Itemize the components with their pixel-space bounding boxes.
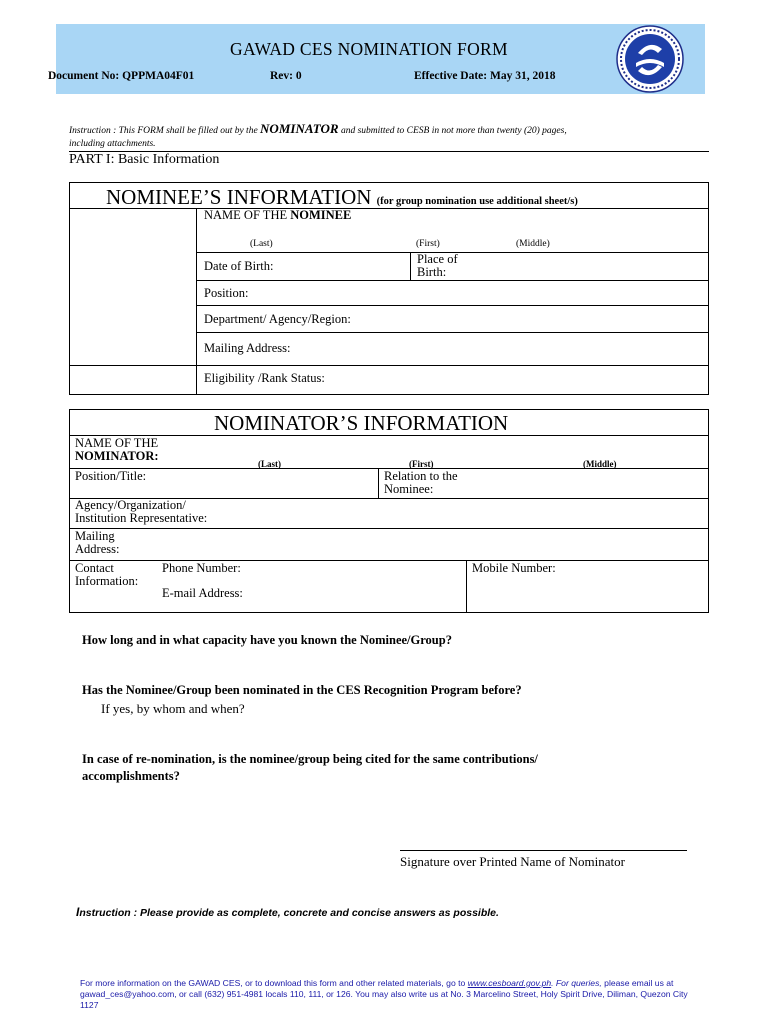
- question-1: How long and in what capacity have you known the Nominee/Group?: [82, 633, 452, 647]
- answer-3[interactable]: [82, 788, 702, 838]
- department-field[interactable]: Department/ Agency/Region:: [204, 312, 351, 326]
- agency-field[interactable]: Agency/Organization/ Institution Representative:: [75, 498, 208, 525]
- phone-field[interactable]: Phone Number:: [162, 561, 241, 575]
- answer-1[interactable]: [82, 650, 702, 676]
- first-name-caption: (First): [416, 239, 440, 249]
- nominator-position-field[interactable]: Position/Title:: [75, 469, 147, 483]
- revision: Rev: 0: [270, 70, 302, 82]
- nominator-first-caption: (First): [409, 459, 434, 469]
- question-3: In case of re-nomination, is the nominee/group being cited for the same contributions/ accomplishments?: [82, 752, 538, 783]
- nominator-middle-caption: (Middle): [583, 459, 617, 469]
- instruction-top: Instruction : This FORM shall be filled out by the NOMINATOR and submitted to CESB in not more than twenty (20) pages, including attachments.: [69, 121, 567, 149]
- form-title: GAWAD CES NOMINATION FORM: [230, 39, 508, 59]
- question-2: Has the Nominee/Group been nominated in the CES Recognition Program before?: [82, 683, 522, 697]
- mobile-field[interactable]: Mobile Number:: [472, 561, 556, 575]
- cesb-seal-icon: [616, 25, 684, 93]
- instruction-bottom: Instruction : Please provide as complete, concrete and concise answers as possible.: [76, 905, 499, 919]
- nominator-last-caption: (Last): [258, 459, 281, 469]
- nominee-name-label: NAME OF THE NOMINEE: [204, 208, 352, 222]
- signature-caption: Signature over Printed Name of Nominator: [400, 854, 625, 869]
- document-number: Document No: QPPMA04F01: [48, 70, 195, 82]
- footer-info: For more information on the GAWAD CES, or to download this form and other related materials, go to www.cesboard.gov.ph. For queries, please email us at gawad_ces@yahoo.com, or call (632) 951-4981 locals 110, 111, or 126. You may also write us at No. 3 Marcelino Street, Holy Spirit Drive, Diliman, Quezon City 1127: [80, 978, 688, 1010]
- last-name-caption: (Last): [250, 239, 273, 249]
- nominator-heading: NOMINATOR’S INFORMATION: [214, 411, 509, 435]
- website-link[interactable]: www.cesboard.gov.ph: [467, 978, 552, 988]
- nominee-mailing-field[interactable]: Mailing Address:: [204, 341, 291, 355]
- middle-name-caption: (Middle): [516, 239, 550, 249]
- answer-2[interactable]: [82, 718, 702, 744]
- nominator-name-field[interactable]: NAME OF THE NOMINATOR:: [75, 436, 159, 463]
- dob-field[interactable]: Date of Birth:: [204, 259, 274, 273]
- nominator-emphasis: NOMINATOR: [260, 121, 339, 136]
- relation-field[interactable]: Relation to the Nominee:: [384, 469, 458, 496]
- place-of-birth-field[interactable]: Place of Birth:: [417, 252, 458, 279]
- nominee-heading: NOMINEE’S INFORMATION (for group nomination use additional sheet/s): [106, 185, 578, 209]
- signature-line[interactable]: [400, 850, 687, 851]
- question-2-sub: If yes, by whom and when?: [101, 701, 245, 716]
- contact-label: Contact Information:: [75, 561, 139, 588]
- effective-date: Effective Date: May 31, 2018: [414, 70, 556, 82]
- part-heading: PART I: Basic Information: [69, 152, 220, 167]
- nominator-mailing-field[interactable]: Mailing Address:: [75, 529, 120, 556]
- photo-box[interactable]: [71, 210, 195, 363]
- nominee-position-field[interactable]: Position:: [204, 286, 249, 300]
- email-field[interactable]: E-mail Address:: [162, 586, 243, 600]
- eligibility-field[interactable]: Eligibility /Rank Status:: [204, 371, 325, 385]
